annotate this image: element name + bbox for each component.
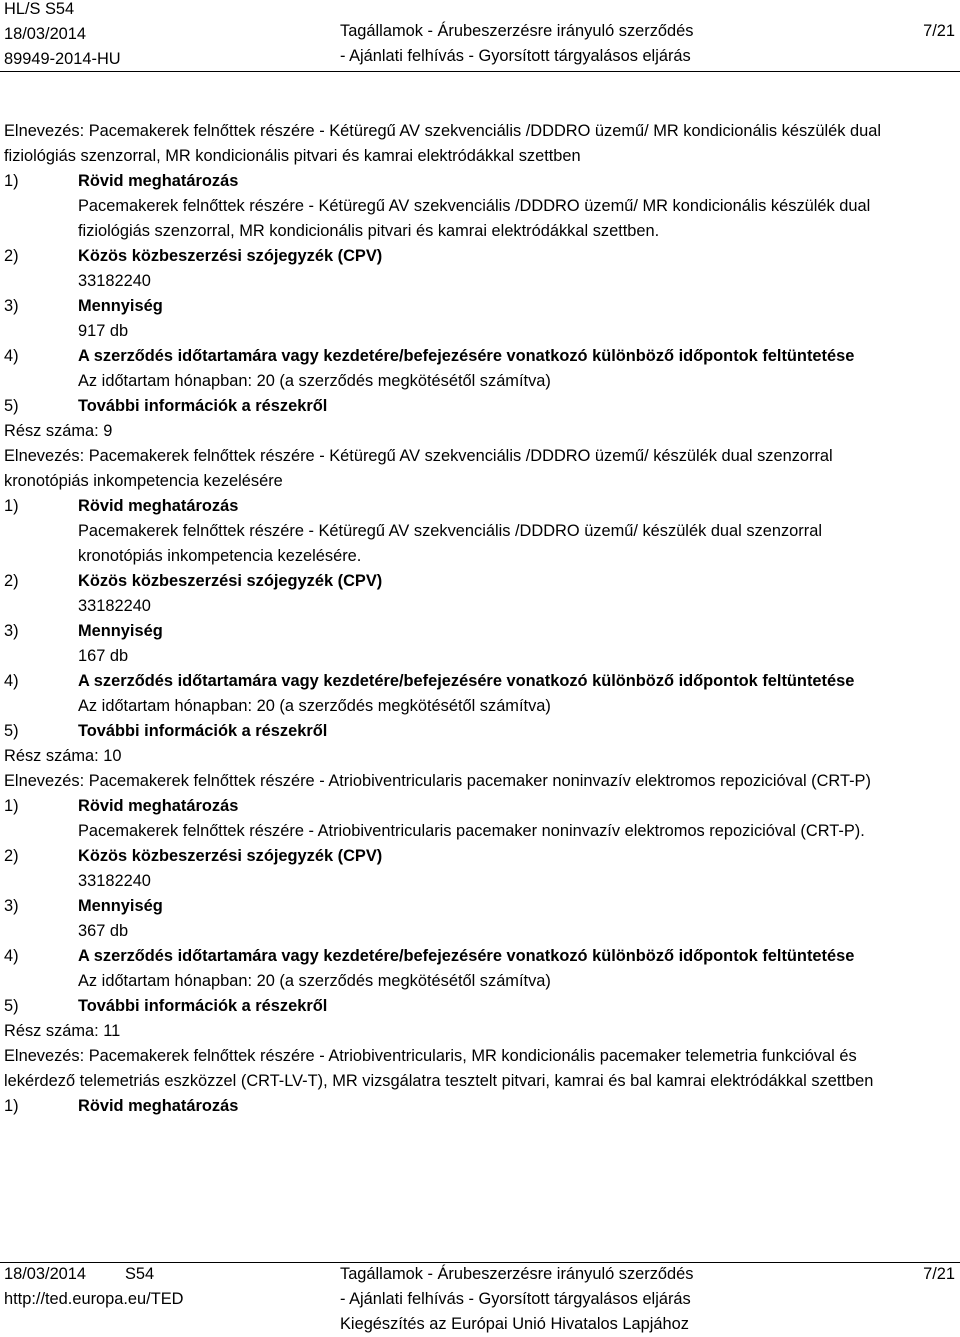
lot-number: Rész száma: 10 <box>4 747 122 765</box>
quantity-value: 167 db <box>78 647 129 665</box>
lot-name-line: Elnevezés: Pacemakerek felnőttek részére - Kétüregű AV szekvenciális /DDDRO üzemű/ készülék dual szenzorral <box>4 447 833 465</box>
short-description-text: Pacemakerek felnőttek részére - Kétüregű AV szekvenciális /DDDRO üzemű/ készülék dual szenzorral <box>78 522 822 540</box>
header-left <box>4 0 121 72</box>
cpv-code: 33182240 <box>78 872 151 890</box>
short-description-text: kronotópiás inkompetencia kezelésére. <box>78 547 362 565</box>
quantity-value: 917 db <box>78 322 129 340</box>
header-divider <box>0 71 960 72</box>
item-short-description: 1) Rövid meghatározás <box>4 172 239 190</box>
item-duration: 4) A szerződés időtartamára vagy kezdetére/befejezésére vonatkozó különböző időpontok feltüntetése <box>4 947 855 965</box>
header-subtitle: - Ajánlati felhívás - Gyorsított tárgyalásos eljárás <box>340 47 691 65</box>
header-series: HL/S S54 <box>4 0 75 18</box>
lot-name-line: Elnevezés: Pacemakerek felnőttek részére - Atriobiventricularis pacemaker noninvazív elektromos repozicióval (CRT-P) <box>4 772 871 790</box>
duration-value: Az időtartam hónapban: 20 (a szerződés megkötésétől számítva) <box>78 972 551 990</box>
header-doc-id: 89949-2014-HU <box>4 50 121 68</box>
item-cpv: 2) Közös közbeszerzési szójegyzék (CPV) <box>4 847 383 865</box>
lot-number: Rész száma: 9 <box>4 422 113 440</box>
lot-name-line: lekérdező telemetriás eszközzel (CRT-LV-T), MR vizsgálatra tesztelt pitvari, kamrai és bal kamrai elektródákkal szettben <box>4 1072 874 1090</box>
footer-series: S54 <box>125 1265 155 1283</box>
footer-subtitle: - Ajánlati felhívás - Gyorsított tárgyalásos eljárás <box>340 1290 691 1308</box>
lot-name-line: kronotópiás inkompetencia kezelésére <box>4 472 283 490</box>
header-page-number: 7/21 <box>923 22 955 40</box>
short-description-text: Pacemakerek felnőttek részére - Kétüregű AV szekvenciális /DDDRO üzemű/ MR kondicionális készülék dual <box>78 197 871 215</box>
item-quantity: 3) Mennyiség <box>4 897 163 915</box>
item-cpv: 2) Közös közbeszerzési szójegyzék (CPV) <box>4 572 383 590</box>
page-header <box>0 0 960 72</box>
duration-value: Az időtartam hónapban: 20 (a szerződés megkötésétől számítva) <box>78 372 551 390</box>
page-footer <box>0 1265 960 1334</box>
footer-supplement: Kiegészítés az Európai Unió Hivatalos Lapjához <box>340 1315 689 1333</box>
lot-name-line: fiziológiás szenzorral, MR kondicionális pitvari és kamrai elektródákkal szettben <box>4 147 581 165</box>
footer-url[interactable]: http://ted.europa.eu/TED <box>4 1290 184 1308</box>
header-center <box>340 19 693 69</box>
item-short-description: 1) Rövid meghatározás <box>4 497 239 515</box>
header-title: Tagállamok - Árubeszerzésre irányuló szerződés <box>340 22 694 40</box>
footer-title: Tagállamok - Árubeszerzésre irányuló szerződés <box>340 1265 694 1283</box>
item-cpv: 2) Közös közbeszerzési szójegyzék (CPV) <box>4 247 383 265</box>
lot-number: Rész száma: 11 <box>4 1022 121 1040</box>
item-short-description: 1) Rövid meghatározás <box>4 797 239 815</box>
item-quantity: 3) Mennyiség <box>4 622 163 640</box>
item-quantity: 3) Mennyiség <box>4 297 163 315</box>
item-additional-info: 5) További információk a részekről <box>4 722 328 740</box>
footer-page-number: 7/21 <box>923 1265 955 1283</box>
cpv-code: 33182240 <box>78 272 151 290</box>
duration-value: Az időtartam hónapban: 20 (a szerződés megkötésétől számítva) <box>78 697 551 715</box>
cpv-code: 33182240 <box>78 597 151 615</box>
footer-center <box>340 1262 693 1337</box>
item-additional-info: 5) További információk a részekről <box>4 997 328 1015</box>
quantity-value: 367 db <box>78 922 129 940</box>
lot-name-line: Elnevezés: Pacemakerek felnőttek részére - Kétüregű AV szekvenciális /DDDRO üzemű/ MR kondicionális készülék dual <box>4 122 881 140</box>
item-short-description: 1) Rövid meghatározás <box>4 1097 239 1115</box>
short-description-text: fiziológiás szenzorral, MR kondicionális pitvari és kamrai elektródákkal szettben. <box>78 222 660 240</box>
header-date: 18/03/2014 <box>4 25 87 43</box>
item-additional-info: 5) További információk a részekről <box>4 397 328 415</box>
footer-date: 18/03/2014 <box>4 1265 87 1283</box>
item-duration: 4) A szerződés időtartamára vagy kezdetére/befejezésére vonatkozó különböző időpontok feltüntetése <box>4 672 855 690</box>
lot-name-line: Elnevezés: Pacemakerek felnőttek részére - Atriobiventricularis, MR kondicionális pacemaker telemetria funkcióval és <box>4 1047 857 1065</box>
item-duration: 4) A szerződés időtartamára vagy kezdetére/befejezésére vonatkozó különböző időpontok feltüntetése <box>4 347 855 365</box>
short-description-text: Pacemakerek felnőttek részére - Atriobiventricularis pacemaker noninvazív elektromos repozicióval (CRT-P). <box>78 822 865 840</box>
document-body <box>4 119 954 1119</box>
